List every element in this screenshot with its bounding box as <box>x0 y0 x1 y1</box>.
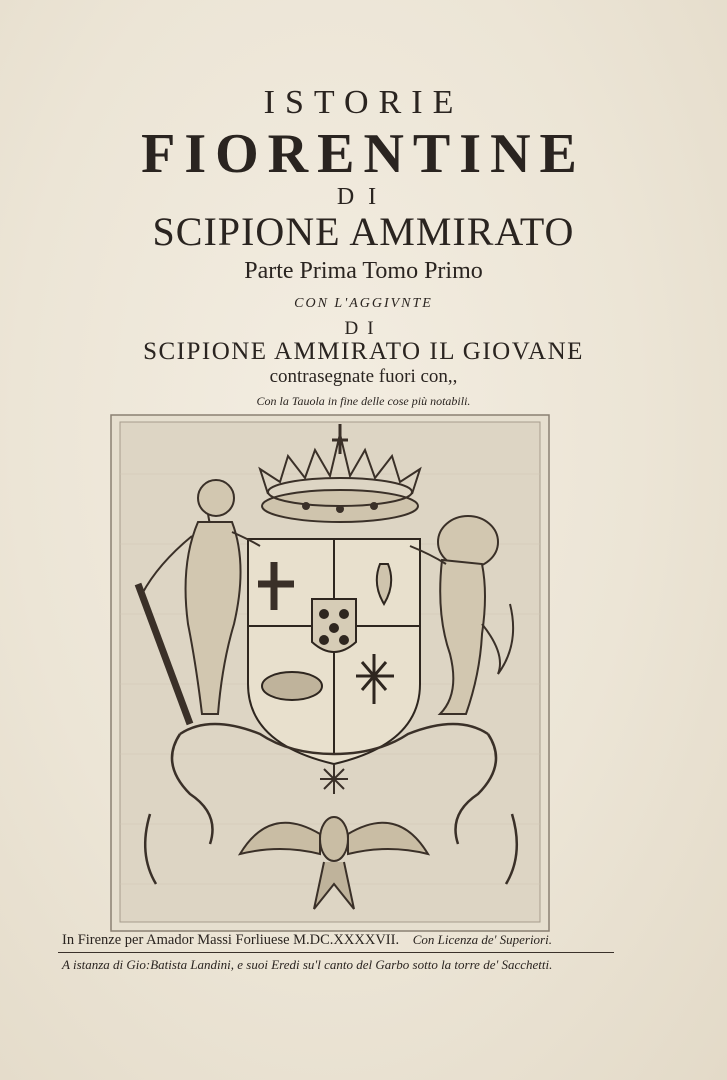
title-line-di: DI <box>336 184 391 210</box>
second-author-name: SCIPIONE AMMIRATO IL GIOVANE <box>143 338 584 365</box>
license-text: Con Licenza de' Superiori. <box>412 932 552 947</box>
publisher-text: In Firenze per Amador Massi Forliuese M.DC.XXXXVII. <box>62 932 400 948</box>
shield-icon <box>248 539 420 764</box>
additions-line: CON L'AGGIVNTE <box>294 296 433 311</box>
author-name: SCIPIONE AMMIRATO <box>152 209 575 254</box>
title-line-istorie: ISTORIE <box>263 84 464 121</box>
index-note: Con la Tauola in fine delle cose più notabili. <box>256 394 471 408</box>
publisher-line <box>62 932 618 949</box>
bookseller-line: A istanza di Gio:Batista Landini, e suoi Eredi su'l canto del Garbo sotto la torre de' Sacchetti. <box>62 957 553 972</box>
title-line-fiorentine: FIORENTINE <box>141 123 586 185</box>
marking-note: contrasegnate fuori con,, <box>269 366 458 387</box>
volume-line: Parte Prima Tomo Primo <box>244 258 483 284</box>
coat-of-arms-engraving <box>110 414 550 932</box>
imprint-rule <box>58 952 614 953</box>
title-line-di-2: DI <box>344 318 383 339</box>
